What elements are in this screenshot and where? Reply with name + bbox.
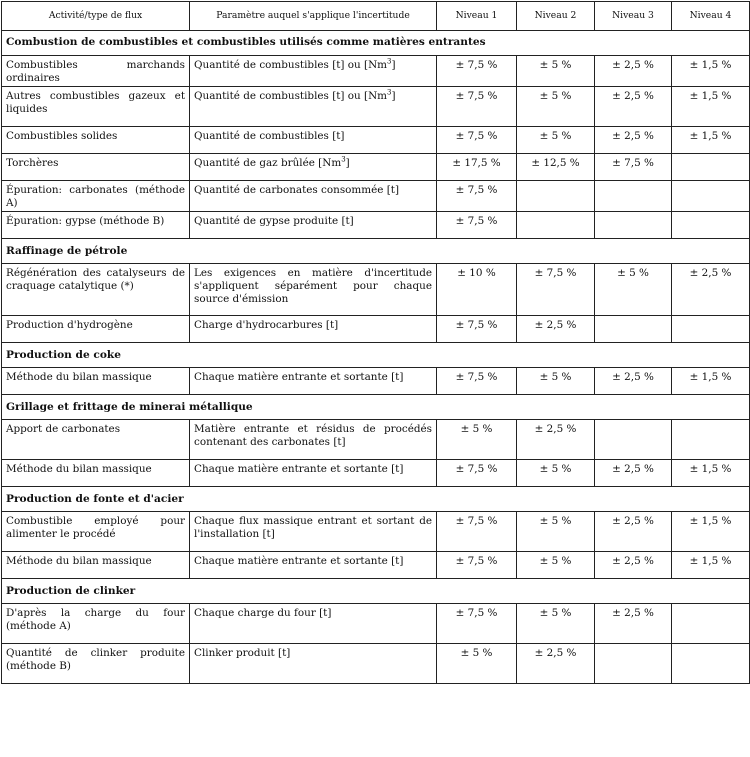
cell-level-1: ± 7,5 % bbox=[437, 552, 517, 579]
table-row bbox=[2, 127, 750, 154]
cell-level-2: ± 2,5 % bbox=[517, 316, 595, 343]
parameter-text: Matière entrante et résidus de procédés contenant des carbonates [t] bbox=[194, 423, 432, 448]
cell-level-4 bbox=[672, 212, 750, 239]
section-header-row bbox=[2, 31, 750, 56]
cell-level-4: ± 2,5 % bbox=[672, 264, 750, 316]
cell-level-4: ± 1,5 % bbox=[672, 368, 750, 395]
cell-level-4: ± 1,5 % bbox=[672, 127, 750, 154]
cell-level-3: ± 5 % bbox=[595, 264, 672, 316]
cell-level-4: ± 1,5 % bbox=[672, 552, 750, 579]
header-parameter: Paramètre auquel s'applique l'incertitude bbox=[190, 2, 437, 31]
cell-level-1: ± 7,5 % bbox=[437, 127, 517, 154]
table-row bbox=[2, 87, 750, 127]
cell-parameter bbox=[190, 460, 437, 487]
cell-level-3: ± 2,5 % bbox=[595, 56, 672, 87]
parameter-text: Chaque flux massique entrant et sortant de l'installation [t] bbox=[194, 515, 432, 540]
parameter-text-end: ] bbox=[391, 59, 396, 71]
cell-parameter bbox=[190, 154, 437, 181]
cell-activity: Apport de carbonates bbox=[2, 420, 190, 460]
parameter-text-end: ] bbox=[391, 90, 396, 103]
table-row bbox=[2, 368, 750, 395]
cell-level-1: ± 17,5 % bbox=[437, 154, 517, 181]
parameter-text: Quantité de combustibles [t] ou [Nm bbox=[194, 59, 388, 71]
cell-level-3 bbox=[595, 420, 672, 460]
table-row bbox=[2, 212, 750, 239]
cell-activity: Combustibles solides bbox=[2, 127, 190, 154]
cell-level-2: ± 5 % bbox=[517, 368, 595, 395]
parameter-text: Quantité de combustibles [t] bbox=[194, 130, 345, 143]
section-header-row bbox=[2, 487, 750, 512]
section-title: Production de fonte et d'acier bbox=[2, 487, 750, 512]
cell-level-2: ± 5 % bbox=[517, 552, 595, 579]
cell-parameter bbox=[190, 316, 437, 343]
cell-level-3 bbox=[595, 212, 672, 239]
cell-level-1: ± 10 % bbox=[437, 264, 517, 316]
parameter-text: Chaque charge du four [t] bbox=[194, 607, 332, 620]
table-row bbox=[2, 460, 750, 487]
header-level-4: Niveau 4 bbox=[672, 2, 750, 31]
section-header-row bbox=[2, 395, 750, 420]
cell-parameter bbox=[190, 604, 437, 644]
cell-activity: D'après la charge du four (méthode A) bbox=[2, 604, 190, 644]
cell-level-3: ± 2,5 % bbox=[595, 460, 672, 487]
header-level-1: Niveau 1 bbox=[437, 2, 517, 31]
table-row bbox=[2, 181, 750, 212]
cell-level-2: ± 5 % bbox=[517, 56, 595, 87]
cell-level-1: ± 7,5 % bbox=[437, 604, 517, 644]
cell-activity: Combustible employé pour alimenter le procédé bbox=[2, 512, 190, 552]
cell-level-3: ± 2,5 % bbox=[595, 552, 672, 579]
cell-parameter bbox=[190, 368, 437, 395]
cell-activity: Régénération des catalyseurs de craquage catalytique (*) bbox=[2, 264, 190, 316]
cell-level-3: ± 7,5 % bbox=[595, 154, 672, 181]
cell-level-3: ± 2,5 % bbox=[595, 368, 672, 395]
table-row bbox=[2, 644, 750, 684]
table-row bbox=[2, 512, 750, 552]
cell-level-3 bbox=[595, 181, 672, 212]
cell-level-1: ± 7,5 % bbox=[437, 212, 517, 239]
parameter-superscript: 3 bbox=[341, 155, 346, 164]
section-title: Combustion de combustibles et combustibles utilisés comme matières entrantes bbox=[2, 31, 750, 56]
cell-level-4 bbox=[672, 154, 750, 181]
section-title: Grillage et frittage de minerai métallique bbox=[2, 395, 750, 420]
cell-level-2: ± 5 % bbox=[517, 87, 595, 127]
section-title: Production de clinker bbox=[2, 579, 750, 604]
parameter-text: Les exigences en matière d'incertitude s'appliquent séparément pour chaque source d'émission bbox=[194, 267, 432, 305]
parameter-text: Chaque matière entrante et sortante [t] bbox=[194, 555, 404, 568]
cell-parameter bbox=[190, 420, 437, 460]
cell-level-1: ± 7,5 % bbox=[437, 181, 517, 212]
cell-level-4 bbox=[672, 316, 750, 343]
cell-parameter bbox=[190, 212, 437, 239]
cell-level-4: ± 1,5 % bbox=[672, 460, 750, 487]
cell-level-2: ± 5 % bbox=[517, 460, 595, 487]
section-header-row bbox=[2, 579, 750, 604]
cell-activity: Production d'hydrogène bbox=[2, 316, 190, 343]
parameter-text-end: ] bbox=[345, 157, 350, 170]
cell-activity: Épuration: carbonates (méthode A) bbox=[2, 181, 190, 212]
cell-level-2 bbox=[517, 212, 595, 239]
cell-level-4 bbox=[672, 644, 750, 684]
cell-level-1: ± 7,5 % bbox=[437, 87, 517, 127]
table-row bbox=[2, 56, 750, 87]
cell-level-4 bbox=[672, 181, 750, 212]
cell-parameter bbox=[190, 56, 437, 87]
cell-level-2: ± 2,5 % bbox=[517, 420, 595, 460]
cell-level-3: ± 2,5 % bbox=[595, 127, 672, 154]
cell-level-2: ± 7,5 % bbox=[517, 264, 595, 316]
header-level-3: Niveau 3 bbox=[595, 2, 672, 31]
parameter-text: Chaque matière entrante et sortante [t] bbox=[194, 371, 404, 384]
cell-level-2: ± 5 % bbox=[517, 604, 595, 644]
cell-level-2: ± 2,5 % bbox=[517, 644, 595, 684]
cell-level-1: ± 7,5 % bbox=[437, 56, 517, 87]
cell-activity: Autres combustibles gazeux et liquides bbox=[2, 87, 190, 127]
table-body bbox=[2, 31, 750, 684]
parameter-text: Chaque matière entrante et sortante [t] bbox=[194, 463, 404, 476]
parameter-text: Quantité de combustibles [t] ou [Nm bbox=[194, 90, 388, 103]
cell-level-4 bbox=[672, 604, 750, 644]
cell-level-1: ± 7,5 % bbox=[437, 512, 517, 552]
cell-parameter bbox=[190, 644, 437, 684]
cell-activity: Torchères bbox=[2, 154, 190, 181]
parameter-superscript: 3 bbox=[387, 57, 392, 66]
table-row bbox=[2, 264, 750, 316]
parameter-text: Charge d'hydrocarbures [t] bbox=[194, 319, 339, 332]
cell-level-4: ± 1,5 % bbox=[672, 56, 750, 87]
cell-level-1: ± 5 % bbox=[437, 420, 517, 460]
parameter-superscript: 3 bbox=[387, 88, 392, 97]
cell-activity: Méthode du bilan massique bbox=[2, 552, 190, 579]
cell-parameter bbox=[190, 127, 437, 154]
header-level-2: Niveau 2 bbox=[517, 2, 595, 31]
table-row bbox=[2, 604, 750, 644]
parameter-text: Quantité de gaz brûlée [Nm bbox=[194, 157, 342, 170]
cell-level-3 bbox=[595, 316, 672, 343]
cell-level-4: ± 1,5 % bbox=[672, 87, 750, 127]
parameter-text: Quantité de gypse produite [t] bbox=[194, 215, 354, 228]
cell-parameter bbox=[190, 512, 437, 552]
cell-level-4: ± 1,5 % bbox=[672, 512, 750, 552]
section-header-row bbox=[2, 343, 750, 368]
section-header-row bbox=[2, 239, 750, 264]
cell-level-1: ± 7,5 % bbox=[437, 316, 517, 343]
cell-activity: Épuration: gypse (méthode B) bbox=[2, 212, 190, 239]
cell-parameter bbox=[190, 264, 437, 316]
cell-activity: Quantité de clinker produite (méthode B) bbox=[2, 644, 190, 684]
cell-level-2 bbox=[517, 181, 595, 212]
table-row bbox=[2, 552, 750, 579]
table-row bbox=[2, 420, 750, 460]
cell-level-2: ± 5 % bbox=[517, 127, 595, 154]
table-row bbox=[2, 316, 750, 343]
cell-activity: Méthode du bilan massique bbox=[2, 368, 190, 395]
cell-level-1: ± 7,5 % bbox=[437, 460, 517, 487]
cell-level-3: ± 2,5 % bbox=[595, 604, 672, 644]
cell-level-2: ± 5 % bbox=[517, 512, 595, 552]
table-row bbox=[2, 154, 750, 181]
section-title: Production de coke bbox=[2, 343, 750, 368]
section-title: Raffinage de pétrole bbox=[2, 239, 750, 264]
cell-parameter bbox=[190, 552, 437, 579]
cell-level-3 bbox=[595, 644, 672, 684]
cell-level-3: ± 2,5 % bbox=[595, 512, 672, 552]
cell-level-4 bbox=[672, 420, 750, 460]
cell-level-1: ± 7,5 % bbox=[437, 368, 517, 395]
cell-level-2: ± 12,5 % bbox=[517, 154, 595, 181]
uncertainty-table bbox=[1, 1, 750, 684]
cell-parameter bbox=[190, 87, 437, 127]
cell-activity: Combustibles marchands ordinaires bbox=[2, 56, 190, 87]
parameter-text: Clinker produit [t] bbox=[194, 647, 291, 660]
cell-level-3: ± 2,5 % bbox=[595, 87, 672, 127]
cell-level-1: ± 5 % bbox=[437, 644, 517, 684]
cell-activity: Méthode du bilan massique bbox=[2, 460, 190, 487]
header-activity: Activité/type de flux bbox=[2, 2, 190, 31]
parameter-text: Quantité de carbonates consommée [t] bbox=[194, 184, 400, 197]
table-header-row bbox=[2, 2, 750, 31]
cell-parameter bbox=[190, 181, 437, 212]
